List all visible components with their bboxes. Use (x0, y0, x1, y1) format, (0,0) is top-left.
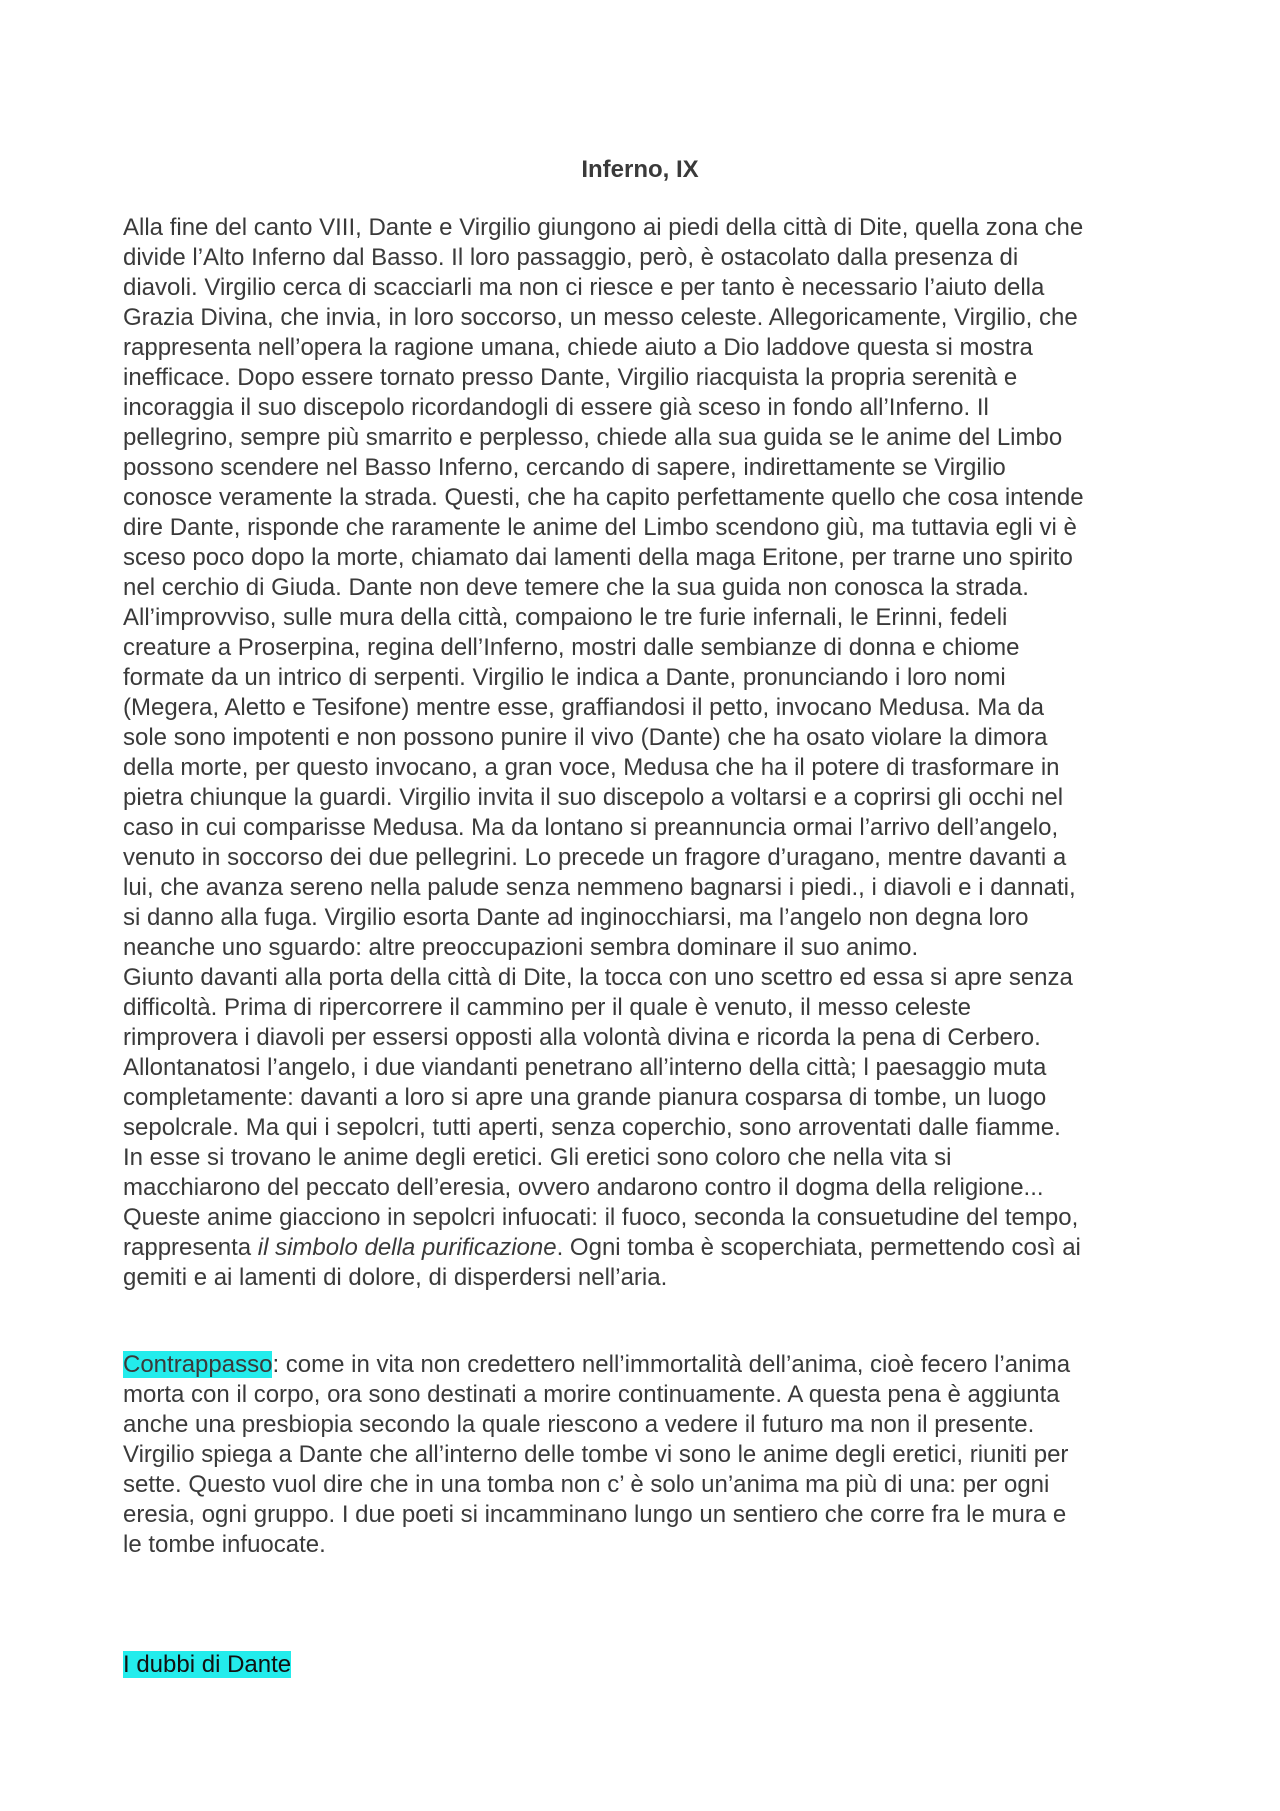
text-line: sole sono impotenti e non possono punire il vivo (Dante) che ha osato violare la dimora (123, 724, 1048, 751)
text-line: Virgilio spiega a Dante che all’interno delle tombe vi sono le anime degli eretici, riuniti per (123, 1441, 1069, 1468)
text-run: rappresenta (123, 1234, 258, 1261)
text-line: gemiti e ai lamenti di dolore, di disperdersi nell’aria. (123, 1264, 668, 1291)
text-run: : come in vita non credettero nell’immortalità dell’anima, cioè fecero l’anima (272, 1351, 1071, 1378)
text-line: caso in cui comparisse Medusa. Ma da lontano si preannuncia ormai l’arrivo dell’angelo, (123, 814, 1059, 841)
text-line: venuto in soccorso dei due pellegrini. Lo precede un fragore d’uragano, mentre davanti a (123, 844, 1067, 871)
text-line: (Megera, Aletto e Tesifone) mentre esse, graffiandosi il petto, invocano Medusa. Ma da (123, 694, 1044, 721)
text-line: Alla fine del canto VIII, Dante e Virgilio giungono ai piedi della città di Dite, quella zona che (123, 214, 1084, 241)
text-line: completamente: davanti a loro si apre una grande pianura cosparsa di tombe, un luogo (123, 1084, 1047, 1111)
text-line: sceso poco dopo la morte, chiamato dai lamenti della maga Eritone, per trarne uno spirito (123, 544, 1073, 571)
text-line: della morte, per questo invocano, a gran voce, Medusa che ha il potere di trasformare in (123, 754, 1060, 781)
text-line: pellegrino, sempre più smarrito e perplesso, chiede alla sua guida se le anime del Limbo (123, 424, 1063, 451)
text-line: incoraggia il suo discepolo ricordandogli di essere già sceso in fondo all’Inferno. Il (123, 394, 989, 421)
text-line: possono scendere nel Basso Inferno, cercando di sapere, indirettamente se Virgilio (123, 454, 1006, 481)
text-line: rappresenta nell’opera la ragione umana, chiede aiuto a Dio laddove questa si mostra (123, 334, 1033, 361)
italic-phrase: il simbolo della purificazione (257, 1234, 557, 1261)
text-line: morta con il corpo, ora sono destinati a morire continuamente. A questa pena è aggiunta (123, 1381, 1060, 1408)
text-line: Queste anime giacciono in sepolcri infuocati: il fuoco, seconda la consuetudine del tempo, (123, 1204, 1079, 1231)
highlighted-heading: I dubbi di Dante (123, 1651, 292, 1678)
text-line: All’improvviso, sulle mura della città, compaiono le tre furie infernali, le Erinni, fedeli (123, 604, 1008, 631)
section-heading-block (123, 1650, 1163, 1680)
text-line-mixed (123, 1350, 1163, 1380)
text-line: difficoltà. Prima di ripercorrere il cammino per il quale è venuto, il messo celeste (123, 994, 971, 1021)
section-heading (123, 1650, 1163, 1680)
paragraph-main (123, 213, 1163, 1293)
text-line: lui, che avanza sereno nella palude senza nemmeno bagnarsi i piedi., i diavoli e i dannati, (123, 874, 1076, 901)
text-line: sepolcrale. Ma qui i sepolcri, tutti aperti, senza coperchio, sono arroventati dalle fiamme. (123, 1114, 1061, 1141)
text-line: si danno alla fuga. Virgilio esorta Dante ad inginocchiarsi, ma l’angelo non degna loro (123, 904, 1029, 931)
document-title: Inferno, IX (581, 156, 699, 183)
text-line: sette. Questo vuol dire che in una tomba non c’ è solo un’anima ma più di una: per ogni (123, 1471, 1050, 1498)
text-line: inefficace. Dopo essere tornato presso Dante, Virgilio riacquista la propria serenità e (123, 364, 1018, 391)
text-line: nel cerchio di Giuda. Dante non deve temere che la sua guida non conosca la strada. (123, 574, 1029, 601)
highlighted-term: Contrappasso (123, 1351, 273, 1378)
text-line: rimprovera i diavoli per essersi opposti alla volontà divina e ricorda la pena di Cerbero. (123, 1024, 1041, 1051)
text-line: anche una presbiopia secondo la quale riescono a vedere il futuro ma non il presente. (123, 1411, 1035, 1438)
text-line: le tombe infuocate. (123, 1531, 326, 1558)
paragraph-contrappasso (123, 1350, 1163, 1560)
text-line: diavoli. Virgilio cerca di scacciarli ma non ci riesce e per tanto è necessario l’aiuto della (123, 274, 1045, 301)
text-line: dire Dante, risponde che raramente le anime del Limbo scendono giù, ma tuttavia egli vi è (123, 514, 1077, 541)
text-line: formate da un intrico di serpenti. Virgilio le indica a Dante, pronunciando i loro nomi (123, 664, 1006, 691)
text-line: divide l’Alto Inferno dal Basso. Il loro passaggio, però, è ostacolato dalla presenza di (123, 244, 1019, 271)
text-line-mixed (123, 1233, 1163, 1263)
text-line: eresia, ogni gruppo. I due poeti si incamminano lungo un sentiero che corre fra le mura e (123, 1501, 1067, 1528)
text-line: neanche uno sguardo: altre preoccupazioni sembra dominare il suo animo. (123, 934, 919, 961)
text-line: Grazia Divina, che invia, in loro soccorso, un messo celeste. Allegoricamente, Virgilio, che (123, 304, 1078, 331)
text-line: creature a Proserpina, regina dell’Inferno, mostri dalle sembianze di donna e chiome (123, 634, 1020, 661)
text-line: Giunto davanti alla porta della città di Dite, la tocca con uno scettro ed essa si apre senza (123, 964, 1073, 991)
text-line: macchiarono del peccato dell’eresia, ovvero andarono contro il dogma della religione... (123, 1174, 1044, 1201)
text-line: In esse si trovano le anime degli eretici. Gli eretici sono coloro che nella vita si (123, 1144, 952, 1171)
text-line: conosce veramente la strada. Questi, che ha capito perfettamente quello che cosa intende (123, 484, 1084, 511)
text-line: pietra chiunque la guardi. Virgilio invita il suo discepolo a voltarsi e a coprirsi gli occhi nel (123, 784, 1064, 811)
text-line: Allontanatosi l’angelo, i due viandanti penetrano all’interno della città; l paesaggio muta (123, 1054, 1047, 1081)
text-run: . Ogni tomba è scoperchiata, permettendo così ai (556, 1234, 1081, 1261)
